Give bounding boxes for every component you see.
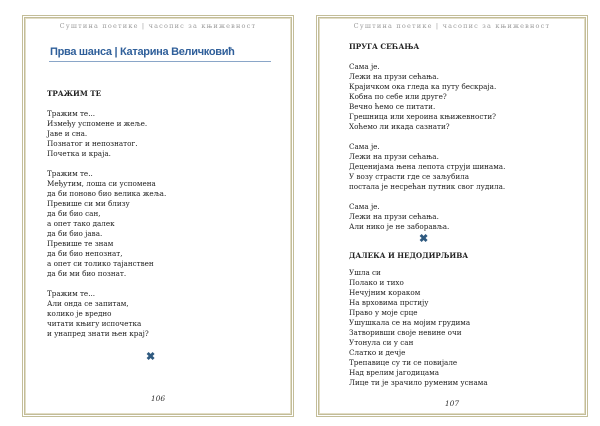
poem-line: Затворивши своје невине очи — [349, 328, 462, 337]
poem-line: Слатко и дечје — [349, 348, 406, 357]
poem-line: Утонула си у сан — [349, 338, 414, 347]
poem-line: Али онда се запитам, — [47, 299, 129, 308]
stanza — [349, 202, 569, 232]
page-number: 106 — [150, 394, 166, 403]
page-number: 107 — [444, 399, 460, 408]
ornament-icon: ✖ — [146, 350, 156, 363]
poem-line: а опет си толико тајанствен — [47, 259, 154, 268]
poem-line: Вечно ћемо се питати. — [349, 102, 436, 111]
section-title: Прва шанса | Катарина Величковић — [50, 46, 235, 58]
stanza — [47, 289, 267, 339]
poem-line: Познатог и непознатог. — [47, 139, 138, 148]
poem-line: Тражим те... — [47, 109, 96, 118]
poem-line: Лежи на прузи сећања. — [349, 72, 439, 81]
poem-line: Грешница или хероина књижевности? — [349, 112, 497, 121]
poem-title: ТРАЖИМ ТЕ — [47, 89, 102, 98]
poem-line: Крајичком ока гледа ка путу бескраја. — [349, 82, 497, 91]
poem-title: ПРУГА СЕЋАЊА — [349, 42, 420, 51]
poem-line: да би поново био велика жеља. — [47, 189, 167, 198]
right-page — [316, 15, 588, 417]
poem-line: Лежи на прузи сећања. — [349, 212, 439, 221]
poem-line: Између успомене и жеље. — [47, 119, 148, 128]
ornament-icon: ✖ — [419, 232, 429, 245]
poem-stanzas — [47, 109, 267, 339]
poem-line: Сама је. — [349, 62, 380, 71]
poem-line: Лежи на прузи сећања. — [349, 152, 439, 161]
poem-line: Ушла си — [349, 268, 381, 277]
poem-line: Тражим те.. — [47, 169, 93, 178]
poem-line: Хоћемо ли икада сазнати? — [349, 122, 450, 131]
running-header: Суштина поетике | часопис за књижевност — [353, 22, 551, 30]
left-page — [22, 15, 294, 417]
poem-line: Сама је. — [349, 142, 380, 151]
poem-line: Лице ти је зрачило руменим уснама — [349, 378, 488, 387]
stanza — [47, 169, 267, 279]
poem-line: а опет тако далек — [47, 219, 115, 228]
poem-line: Право у моје срце — [349, 308, 418, 317]
title-rule — [49, 61, 271, 62]
poem-line: Превише те знам — [47, 239, 114, 248]
poem-line: Почетка и краја. — [47, 149, 111, 158]
poem-title: ДАЛЕКА И НЕДОДИРЉИВА — [349, 251, 469, 260]
poem-line: да би био сан, — [47, 209, 101, 218]
poem-body — [349, 42, 569, 388]
poem-line: На врховима прстију — [349, 298, 429, 307]
poem-line: Кобна по себе или друге? — [349, 92, 447, 101]
poem-line: Превише си ми близу — [47, 199, 130, 208]
poem-line: У возу страсти где се заљубила — [349, 172, 470, 181]
poem-stanzas — [349, 62, 569, 232]
poem-line: Над врелим јагодицама — [349, 368, 440, 377]
poem-line: да би био непознат, — [47, 249, 123, 258]
poem-line: Међутим, лоша си успомена — [47, 179, 156, 188]
poem-line: Али нико је не заборавља. — [349, 222, 450, 231]
poem-line: Нечујним кораком — [349, 288, 421, 297]
poem-lines — [349, 268, 569, 388]
stanza — [349, 62, 569, 132]
poem-line: да би ми био познат. — [47, 269, 127, 278]
poem-line: читати књигу испочетка — [47, 319, 142, 328]
poem-line: Тражим те... — [47, 289, 96, 298]
stanza — [349, 142, 569, 192]
poem-line: да би био јава. — [47, 229, 103, 238]
running-header: Суштина поетике | часопис за књижевност — [59, 22, 257, 30]
poem-line: Деценијама њена лепота струји шинама. — [349, 162, 506, 171]
poem-line: Ушушкала се на мојим грудима — [349, 318, 471, 327]
poem-body — [47, 89, 267, 363]
poem-line: Јаве и сна. — [47, 129, 88, 138]
poem-line: Сама је. — [349, 202, 380, 211]
poem-line: и унапред знати њен крај? — [47, 329, 149, 338]
poem-line: Полако и тихо — [349, 278, 404, 287]
stanza — [47, 109, 267, 159]
poem-line: Трепавице су ти се повијале — [349, 358, 458, 367]
poem-line: постала је несрећан путник свог лудила. — [349, 182, 506, 191]
poem-line: колико је вредно — [47, 309, 112, 318]
